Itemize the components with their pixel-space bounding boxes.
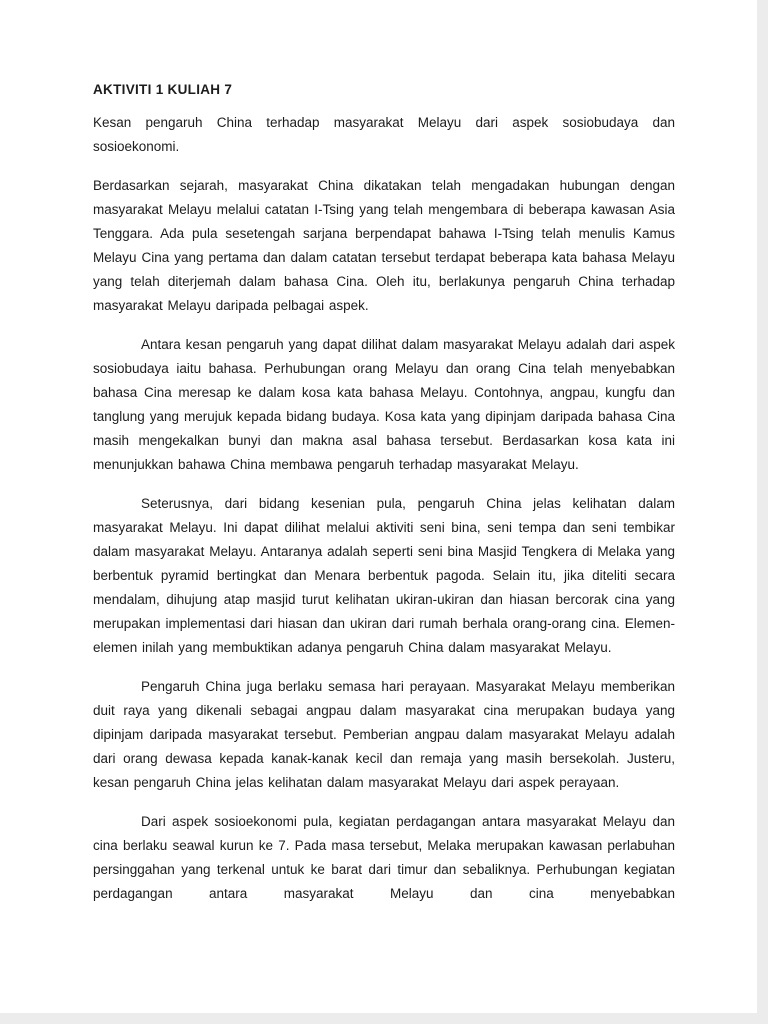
document-title: AKTIVITI 1 KULIAH 7 <box>93 82 233 97</box>
paragraph-kesenian: Seterusnya, dari bidang kesenian pula, pengaruh China jelas kelihatan dalam masyarakat Melayu. Ini dapat dilihat melalui aktiviti seni bina, seni tempa dan seni tembikar dalam masyarakat Melayu. Antaranya adalah seperti seni bina Masjid Tengkera di Melaka yang berbentuk pyramid bertingkat dan Menara berbentuk pagoda. Selain itu, jika diteliti secara mendalam, dihujung atap masjid turut kelihatan ukiran-ukiran dan hiasan bercorak cina yang merupakan implementasi dari hiasan dan ukiran dari rumah berhala orang-orang cina. Elemen-elemen inilah yang membuktikan adanya pengaruh China dalam masyarakat Melayu. <box>93 496 675 655</box>
paragraph-sosioekonomi: Dari aspek sosioekonomi pula, kegiatan perdagangan antara masyarakat Melayu dan cina berlaku seawal kurun ke 7. Pada masa tersebut, Melaka merupakan kawasan perlabuhan persinggahan yang terkenal untuk ke barat dari timur dan sebaliknya. Perhubungan kegiatan perdagangan antara masyarakat Melayu dan cina menyebabkan <box>93 814 675 901</box>
paragraph-bahasa: Antara kesan pengaruh yang dapat dilihat dalam masyarakat Melayu adalah dari aspek sosiobudaya iaitu bahasa. Perhubungan orang Melayu dan orang Cina telah menyebabkan bahasa Cina meresap ke dalam kosa kata bahasa Melayu. Contohnya, angpau, kungfu dan tanglung yang merujuk kepada bidang budaya. Kosa kata yang dipinjam daripada bahasa Cina masih mengekalkan bunyi dan makna asal bahasa tersebut. Berdasarkan kosa kata ini menunjukkan bahawa China membawa pengaruh terhadap masyarakat Melayu. <box>93 337 675 472</box>
paragraph-intro: Berdasarkan sejarah, masyarakat China dikatakan telah mengadakan hubungan dengan masyarakat Melayu melalui catatan I-Tsing yang telah mengembara di beberapa kawasan Asia Tenggara. Ada pula sesetengah sarjana berpendapat bahawa I-Tsing telah menulis Kamus Melayu Cina yang pertama dan dalam catatan tersebut terdapat beberapa kata bahasa Melayu yang telah diterjemah dalam bahasa Cina. Oleh itu, berlakunya pengaruh China terhadap masyarakat Melayu daripada pelbagai aspek. <box>93 178 675 313</box>
paragraph-topic: Kesan pengaruh China terhadap masyarakat Melayu dari aspek sosiobudaya dan sosioekonomi. <box>93 115 675 154</box>
paragraph-perayaan: Pengaruh China juga berlaku semasa hari perayaan. Masyarakat Melayu memberikan duit raya yang dikenali sebagai angpau dalam masyarakat cina merupakan budaya yang dipinjam daripada masyarakat tersebut. Pemberian angpau dalam masyarakat Melayu adalah dari orang dewasa kepada kanak-kanak kecil dan remaja yang masih bersekolah. Justeru, kesan pengaruh China jelas kelihatan dalam masyarakat Melayu dari aspek perayaan. <box>93 679 675 790</box>
